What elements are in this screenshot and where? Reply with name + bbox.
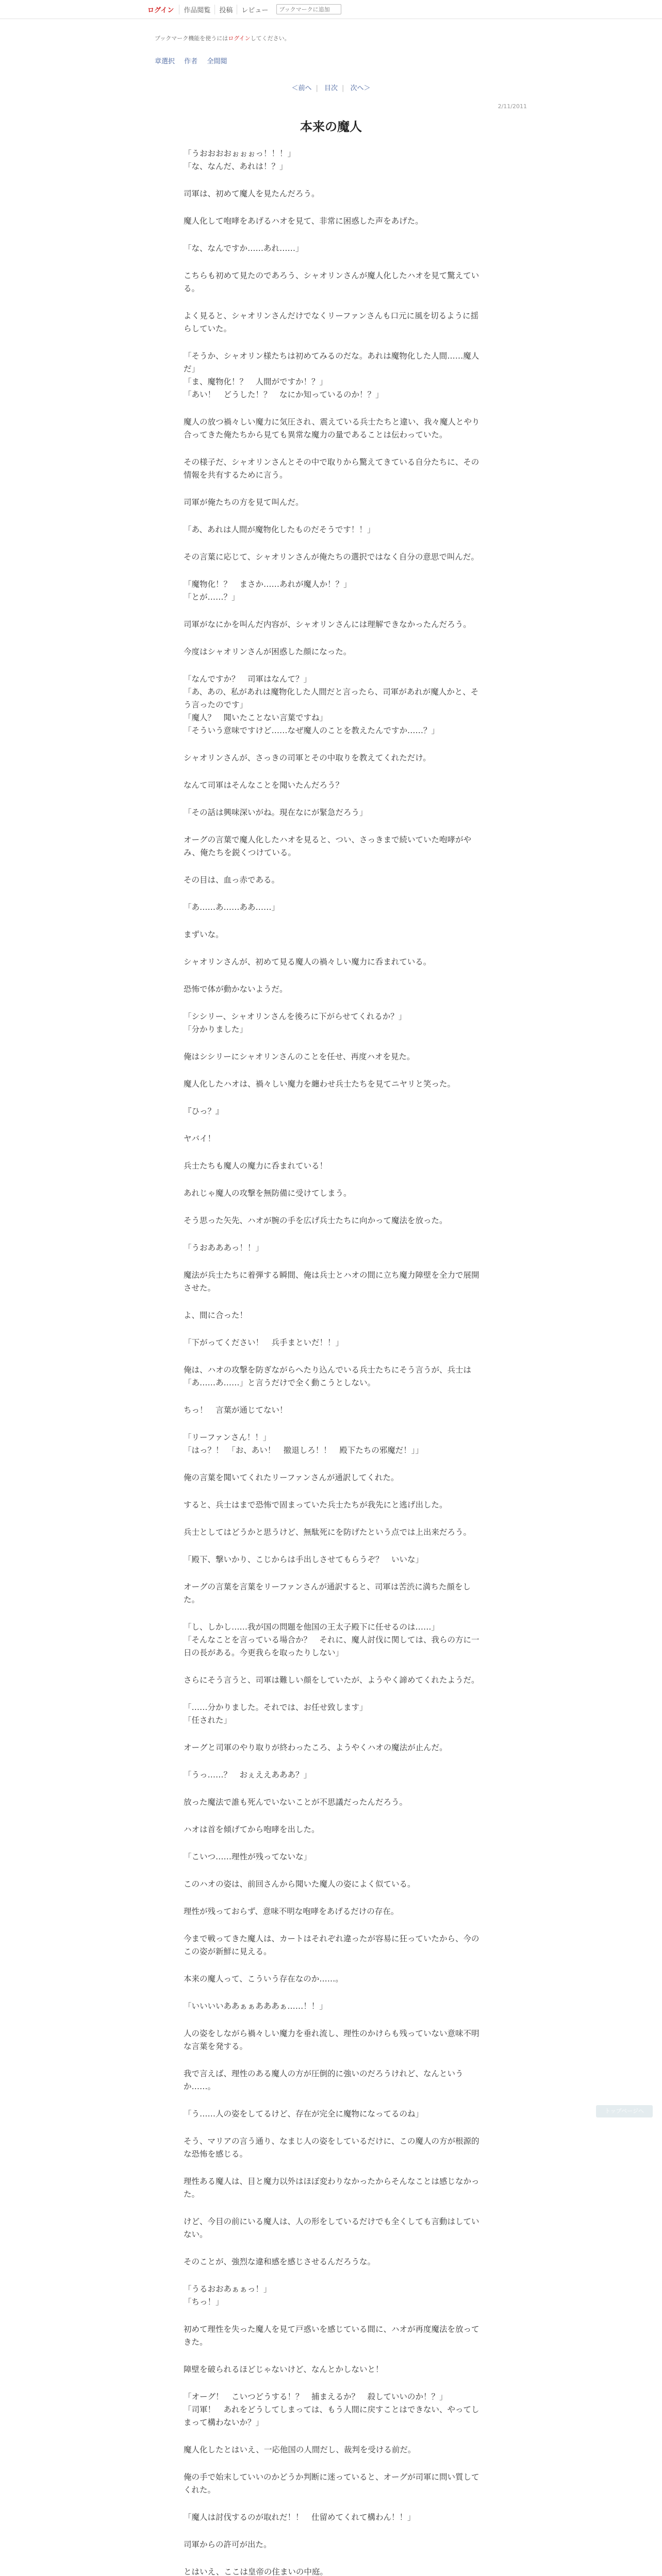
paragraph-gap	[184, 2201, 485, 2215]
paragraph-gap	[184, 1836, 485, 1851]
paragraph-gap	[184, 1349, 485, 1364]
body-paragraph: 「うっ……？ おぇええあああ？」	[184, 1770, 312, 1780]
publish-date: 2/11/2011	[498, 103, 527, 110]
body-paragraph: 今まで戦ってきた魔人は、カートはそれぞれ違ったが容易に狂っていたから、今のこの姿が新鮮に見える。	[184, 1934, 479, 1956]
body-paragraph: まずいな。	[184, 930, 224, 939]
nav-review[interactable]: レビュー	[237, 5, 272, 14]
body-paragraph: あれじゃ魔人の攻撃を無防備に受けてしまう。	[184, 1189, 352, 1198]
index-link[interactable]: 目次	[324, 84, 338, 92]
body-paragraph: 「殿下、撃いかり、こじからは手出しさせてもらうぞ？ いいな」	[184, 1555, 424, 1564]
body-paragraph: 司軍からの許可が出た。	[184, 2540, 272, 2549]
body-paragraph: その言葉に応じて、シャオリンさんが俺たちの選択ではなく自分の意思で叫んだ。	[184, 552, 479, 562]
paragraph-gap	[184, 1145, 485, 1160]
body-paragraph: 本来の魔人って、こういう存在なのか……。	[184, 1974, 343, 1984]
paragraph-gap	[184, 1986, 485, 2000]
paragraph-gap	[184, 1484, 485, 1499]
paragraph-gap	[184, 482, 485, 496]
paragraph-gap	[184, 1200, 485, 1214]
paragraph-gap	[184, 631, 485, 646]
body-paragraph: シャオリンさんが、初めて見る魔人の禍々しい魔力に呑まれている。	[184, 957, 432, 967]
notice-text-after: してください。	[250, 35, 290, 42]
body-paragraph: 魔人化して咆哮をあげるハオを見て、非常に困惑した声をあげた。	[184, 216, 423, 226]
paragraph-gap	[184, 1809, 485, 1823]
body-paragraph: よ、間に合った！	[184, 1311, 248, 1320]
paragraph-gap	[184, 335, 485, 350]
body-paragraph: ヤバイ！	[184, 1134, 216, 1143]
author-link[interactable]: 作者	[184, 58, 198, 65]
body-paragraph: 「シシリー、シャオリンさんを後ろに下がらせてくれるか？」 「分かりました」	[184, 1012, 407, 1034]
paragraph-gap	[184, 2121, 485, 2135]
body-paragraph: 放った魔法で誰も死んでいないことが不思議だったんだろう。	[184, 1798, 408, 1807]
paragraph-gap	[184, 2161, 485, 2175]
paragraph-gap	[184, 1036, 485, 1050]
pager-separator: |	[342, 84, 344, 92]
novel-body	[184, 147, 485, 2576]
paragraph-gap	[184, 2524, 485, 2538]
body-paragraph: 初めて理性を失った魔人を見て戸惑いを感じている間に、ハオが再度魔法を放ってきた。	[184, 2325, 479, 2347]
body-paragraph: オーグの言葉で魔人化したハオを見ると、つい、さっきまで続いていた咆哮がやみ、俺たちを鋭くつけている。	[184, 835, 472, 857]
notice-text-before: ブックマーク機能を使うには	[155, 35, 228, 42]
paragraph-gap	[184, 914, 485, 928]
paragraph-gap	[184, 1295, 485, 1309]
site-header	[0, 0, 662, 19]
body-paragraph: 司軍がなにかを叫んだ内容が、シャオリンさんには理解できなかったんだろう。	[184, 620, 471, 629]
paragraph-gap	[184, 887, 485, 901]
paragraph-gap	[184, 200, 485, 215]
paragraph-gap	[184, 2309, 485, 2323]
body-paragraph: 我で言えば、理性のある魔人の方が圧倒的に強いのだろうけれど、なんというか……。	[184, 2069, 464, 2091]
paragraph-gap	[184, 1227, 485, 1242]
back-to-top-button[interactable]: トップページへ	[596, 2105, 653, 2117]
paragraph-gap	[184, 1863, 485, 1878]
body-paragraph: そのことが、強烈な違和感を感じさせるんだろうな。	[184, 2257, 376, 2266]
paragraph-gap	[184, 737, 485, 752]
paragraph-gap	[184, 2497, 485, 2511]
paragraph-gap	[184, 765, 485, 779]
paragraph-gap	[184, 1958, 485, 1973]
paragraph-gap	[184, 1539, 485, 1553]
body-paragraph: 「リーファンさん！！」 「はっ？！ 「お、あい！ 撤退しろ！！ 殿下たちの邪魔だ！」」	[184, 1433, 424, 1455]
body-paragraph: 魔人の放つ禍々しい魔力に気圧され、震えている兵士たちと違い、我々魔人とやり合ってきた俺たちから見ても異常な魔力の量であることは伝わっていた。	[184, 417, 480, 439]
body-paragraph: 『ひっ？』	[184, 1107, 224, 1116]
body-paragraph: その様子だ、シャオリンさんとその中で取りから驚えてきている自分たちに、その情報を共有するために言う。	[184, 457, 479, 480]
body-paragraph: 司軍が俺たちの方を見て叫んだ。	[184, 498, 304, 507]
body-paragraph: 「なんですか？ 司軍はなんて？」 「あ、あの、私があれは魔物化した人間だと言ったら、司軍があれが魔人かと、そう言ったのです」 「魔人？ 聞いたことない言葉ですね」 「そういう意味ですけど……なぜ魔人のことを教えたんですか……？」	[184, 674, 479, 735]
body-paragraph: 魔人化したハオは、禍々しい魔力を纏わせ兵士たちを見てニヤリと笑った。	[184, 1079, 456, 1089]
body-paragraph: その目は、血っ赤である。	[184, 875, 280, 885]
paragraph-gap	[184, 173, 485, 188]
body-paragraph: 「うるおおあぁぁっ！」 「ちっ！」	[184, 2284, 272, 2307]
paragraph-gap	[184, 295, 485, 310]
paragraph-gap	[184, 2376, 485, 2391]
paragraph-gap	[184, 2013, 485, 2027]
body-paragraph: そう思った矢先、ハオが腕の手を広げ兵士たちに向かって魔法を放った。	[184, 1216, 448, 1225]
paragraph-gap	[184, 941, 485, 956]
paragraph-gap	[184, 1659, 485, 1674]
paragraph-gap	[184, 1389, 485, 1404]
body-paragraph: 今度はシャオリンさんが困惑した顔になった。	[184, 647, 352, 656]
paragraph-gap	[184, 1566, 485, 1581]
body-paragraph: 「その話は興味深いがね。現在なにが緊急だろう」	[184, 808, 368, 817]
body-paragraph: ハオは首を傾げてから咆哮を出した。	[184, 1825, 320, 1834]
body-paragraph: すると、兵士はまで恐怖で固まっていた兵士たちが我先にと逃げ出した。	[184, 1500, 448, 1510]
pager-separator: |	[316, 84, 318, 92]
paragraph-gap	[184, 1687, 485, 1701]
body-paragraph: 恐怖で体が動かないようだ。	[184, 985, 288, 994]
body-paragraph: 「な、なんですか……あれ……」	[184, 244, 304, 253]
body-paragraph: 魔人化したとはいえ、一応他国の人間だし、裁判を受ける前だ。	[184, 2445, 416, 2454]
paragraph-gap	[184, 1457, 485, 1471]
paragraph-gap	[184, 2093, 485, 2108]
paragraph-gap	[184, 1063, 485, 1078]
nav-post[interactable]: 投稿	[214, 5, 237, 14]
paragraph-gap	[184, 1091, 485, 1105]
body-paragraph: オーグの言葉を言葉をリーファンさんが通訳すると、司軍は苦渋に満ちた顔をした。	[184, 1582, 471, 1604]
body-paragraph: 「うおおおおぉぉぉっ！！！」 「な、なんだ、あれは！？」	[184, 149, 296, 171]
paragraph-gap	[184, 536, 485, 551]
chapter-title: 本来の魔人	[300, 120, 362, 134]
login-link[interactable]: ログイン	[147, 6, 174, 14]
body-paragraph: 人の姿をしながら禍々しい魔力を垂れ流し、理性のかけらも残っていない意味不明な言葉を発する。	[184, 2029, 479, 2051]
full-view-link[interactable]: 全間閲	[207, 58, 227, 65]
paragraph-gap	[184, 1255, 485, 1269]
body-paragraph: オーグと司軍のやり取りが終わったころ、ようやくハオの魔法が止んだ。	[184, 1743, 448, 1752]
body-paragraph: さらにそう言うと、司軍は難しい顔をしていたが、ようやく諦めてくれたようだ。	[184, 1675, 479, 1685]
paragraph-gap	[184, 1918, 485, 1933]
body-paragraph: 「し、しかし……我が国の問題を他国の王太子殿下に任せるのは……」 「そんなことを言っている場合か？ それに、魔人討伐に関しては、我らの方に一日の長がある。今更我らを取ったりしない」	[184, 1622, 479, 1657]
body-paragraph: 「こいつ……理性が残ってないな」	[184, 1852, 312, 1861]
paragraph-gap	[184, 1322, 485, 1336]
body-paragraph: 「いいいいああぁぁあああぁ……！！」	[184, 2002, 327, 2011]
paragraph-gap	[184, 1606, 485, 1621]
body-paragraph: けど、今目の前にいる魔人は、人の形をしているだけでも全くしても言動はしていない。	[184, 2217, 479, 2239]
body-paragraph: ちっ！ 言葉が通じてない！	[184, 1405, 288, 1415]
body-paragraph: なんて司軍はそんなことを聞いたんだろう？	[184, 781, 344, 790]
body-paragraph: 兵士としてはどうかと思うけど、無駄死にを防げたという点では上出来だろう。	[184, 1528, 472, 1537]
body-paragraph: 「あ、あれは人間が魔物化したものだそうです！！」	[184, 525, 375, 534]
body-paragraph: 「魔人は討伐するのが取れだ！！ 仕留めてくれて構わん！！」	[184, 2513, 416, 2522]
paragraph-gap	[184, 1512, 485, 1526]
body-paragraph: 「う……人の姿をしてるけど、存在が完全に魔物になってるのね」	[184, 2109, 424, 2119]
paragraph-gap	[184, 819, 485, 834]
body-paragraph: 障壁を破られるほどじゃないけど、なんとかしないと！	[184, 2365, 384, 2374]
body-paragraph: 「……分かりました。それでは、お任せ致します」 「任された」	[184, 1703, 368, 1725]
bookmark-input[interactable]	[276, 4, 341, 14]
paragraph-gap	[184, 1727, 485, 1741]
paragraph-gap	[184, 1118, 485, 1132]
next-link[interactable]: 次へ＞	[350, 84, 371, 92]
notice-login-link[interactable]: ログイン	[228, 35, 251, 42]
chapter-select-link[interactable]: 章選択	[155, 58, 175, 65]
body-paragraph: 「あ……あ……ああ……」	[184, 903, 280, 912]
body-paragraph: 「魔物化！？ まさか……あれが魔人か！？」 「とが……？」	[184, 580, 352, 602]
paragraph-gap	[184, 969, 485, 983]
body-paragraph: 魔法が兵士たちに着弾する瞬間、俺は兵士とハオの間に立ち魔力障壁を全力で展開させた。	[184, 1270, 479, 1293]
paragraph-gap	[184, 2053, 485, 2067]
nav-works[interactable]: 作品閲覧	[179, 5, 214, 14]
body-paragraph: このハオの姿は、前回さんから聞いた魔人の姿によく似ている。	[184, 1879, 416, 1889]
work-meta	[155, 56, 234, 65]
body-paragraph: そう、マリアの言う通り、なまじ人の姿をしているだけに、この魔人の方が根源的な恐怖を感じる。	[184, 2137, 479, 2159]
body-paragraph: とはいえ、ここは皇帝の住まいの中庭。	[184, 2567, 328, 2576]
body-paragraph: 俺の手で始末していいのかどうか判断に迷っていると、オーグが司軍に問い質してくれた。	[184, 2472, 479, 2495]
body-paragraph: こちらも初めて見たのであろう、シャオリンさんが魔人化したハオを見て驚えている。	[184, 271, 479, 293]
body-paragraph: よく見ると、シャオリンさんだけでなくリーファンさんも口元に風を切るように揺らしていた。	[184, 311, 479, 333]
paragraph-gap	[184, 1782, 485, 1796]
paragraph-gap	[184, 1754, 485, 1769]
paragraph-gap	[184, 2551, 485, 2566]
pager-top	[0, 82, 662, 92]
body-paragraph: 「うおあああっ！！」	[184, 1243, 263, 1252]
body-paragraph: 兵士たちも魔人の魔力に呑まれている！	[184, 1161, 328, 1171]
body-paragraph: 「そうか、シャオリン様たちは初めてみるのだな。あれは魔物化した人間……魔人だ」 「ま、魔物化！？ 人間がですか！？」 「あい！ どうした！？ なにか知っているのか！？」	[184, 351, 479, 399]
paragraph-gap	[184, 509, 485, 523]
paragraph-gap	[184, 996, 485, 1010]
body-paragraph: 俺はシシリーにシャオリンさんのことを任せ、再度ハオを見た。	[184, 1052, 415, 1061]
prev-link[interactable]: ＜前へ	[291, 84, 312, 92]
paragraph-gap	[184, 2429, 485, 2444]
body-paragraph: 理性ある魔人は、目と魔力以外はほぼ変わりなかったからそんなことは感じなかった。	[184, 2177, 479, 2199]
paragraph-gap	[184, 228, 485, 242]
paragraph-gap	[184, 859, 485, 874]
body-paragraph: 俺は、ハオの攻撃を防ぎながらへたり込んでいる兵士たちにそう言うが、兵士は「あ……あ……」と言うだけで全く動こうとしない。	[184, 1365, 472, 1387]
body-paragraph: 「下がってください！ 兵手まといだ！！」	[184, 1338, 344, 1347]
body-paragraph: 「オーグ！ こいつどうする！？ 捕まえるか？ 殺していいのか！？」 「司軍！ あれをどうしてしまっては、もう人間に戻すことはできない、やってしまって構わないか？」	[184, 2392, 479, 2427]
paragraph-gap	[184, 1891, 485, 1905]
paragraph-gap	[184, 658, 485, 673]
bookmark-notice	[155, 34, 290, 42]
paragraph-gap	[184, 2268, 485, 2283]
paragraph-gap	[184, 564, 485, 578]
body-paragraph: 理性が残っておらず、意味不明な咆哮をあげるだけの存在。	[184, 1907, 399, 1916]
paragraph-gap	[184, 255, 485, 269]
paragraph-gap	[184, 401, 485, 416]
paragraph-gap	[184, 792, 485, 806]
paragraph-gap	[184, 1173, 485, 1187]
paragraph-gap	[184, 2241, 485, 2256]
body-paragraph: シャオリンさんが、さっきの司軍とその中取りを教えてくれただけ。	[184, 753, 431, 762]
paragraph-gap	[184, 2456, 485, 2471]
paragraph-gap	[184, 2349, 485, 2363]
body-paragraph: 司軍は、初めて魔人を見たんだろう。	[184, 189, 320, 198]
paragraph-gap	[184, 1417, 485, 1431]
paragraph-gap	[184, 442, 485, 456]
body-paragraph: 俺の言葉を聞いてくれたリーファンさんが通訳してくれた。	[184, 1473, 399, 1482]
header-bar	[147, 3, 341, 15]
paragraph-gap	[184, 604, 485, 618]
